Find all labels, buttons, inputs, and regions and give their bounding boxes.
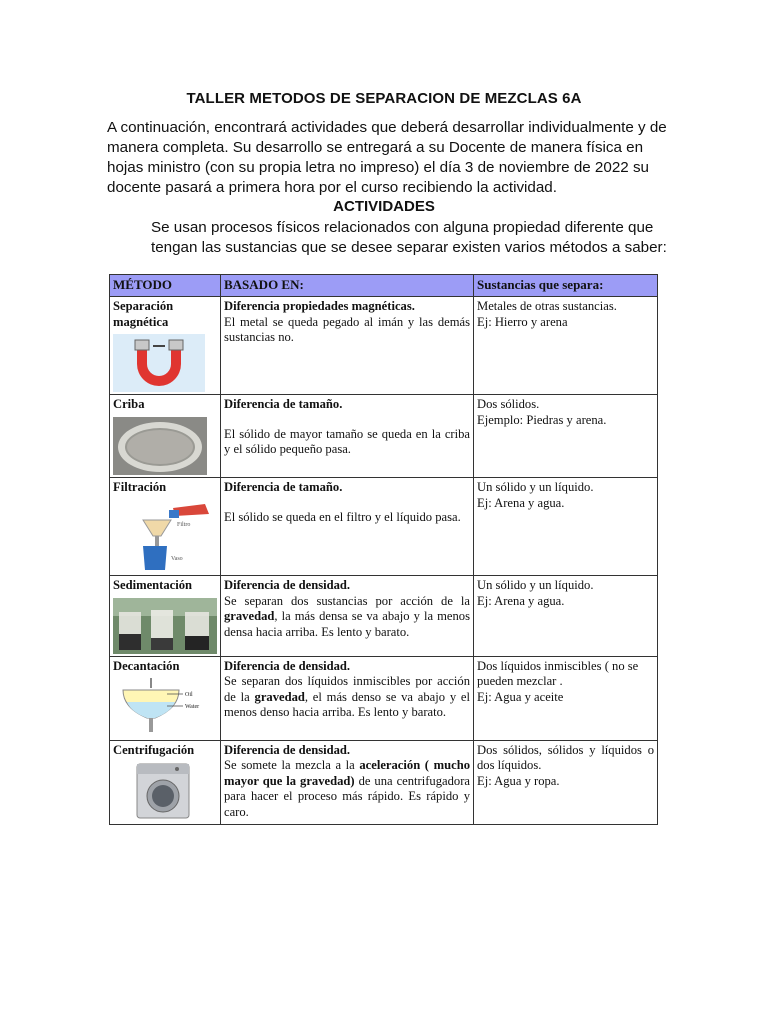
sieve-image (113, 417, 207, 475)
table-row (110, 395, 658, 478)
substances-text: Dos sólidos, sólidos y líquidos o dos líquidos. (477, 742, 654, 772)
substances-cell (474, 740, 658, 824)
substances-example: Ej: Arena y agua. (477, 495, 565, 510)
table-row (110, 740, 658, 824)
header-substances: Sustancias que separa: (474, 275, 658, 297)
basis-cell (221, 656, 474, 740)
basis-title: Diferencia de densidad. (224, 658, 351, 673)
substances-example: Ejemplo: Piedras y arena. (477, 412, 607, 427)
table-row (110, 478, 658, 576)
washing-machine-image (113, 762, 205, 820)
method-name: Separación magnética (113, 299, 174, 329)
description-text: El sólido se queda en el filtro y el líquido pasa. (224, 509, 461, 524)
method-name: Centrifugación (113, 742, 195, 757)
substances-text: Un sólido y un líquido. (477, 480, 594, 494)
substances-cell (474, 478, 658, 576)
image-label: Water (185, 704, 200, 710)
description-text: , la más densa se va abajo y la menos densa hacia arriba. Es lento y barato. (224, 609, 470, 639)
substances-cell (474, 395, 658, 478)
document-title: TALLER METODOS DE SEPARACION DE MEZCLAS 6A (186, 90, 582, 107)
header-basis: BASADO EN: (221, 275, 474, 297)
basis-description (224, 594, 470, 641)
magnet-image (113, 334, 205, 392)
substances-cell (474, 656, 658, 740)
decanter-image (113, 678, 205, 736)
sedimentation-image (113, 598, 217, 654)
description-text: , el más denso se va abajo y el menos denso hacia arriba. Es lento y barato. (224, 689, 470, 719)
basis-description (224, 315, 470, 346)
basis-title: Diferencia de tamaño. (224, 397, 343, 411)
basis-description (224, 758, 470, 820)
substances-example: Ej: Agua y ropa. (477, 773, 560, 788)
activities-lead: Se usan procesos físicos relacionados con alguna propiedad diferente que tengan las sustancias que se desee separar existen varios métodos a saber: (151, 219, 667, 256)
description-text: Se separan dos sustancias por acción de la (224, 593, 470, 608)
method-cell (110, 576, 221, 657)
substances-text: Dos sólidos. (477, 397, 540, 411)
table-row (110, 297, 658, 395)
basis-title: Diferencia propiedades magnéticas. (224, 299, 415, 313)
basis-title: Diferencia de densidad. (224, 742, 351, 757)
header-method: MÉTODO (110, 275, 221, 297)
method-name: Filtración (113, 480, 167, 494)
substances-text: Dos líquidos inmiscibles ( no se pueden mezclar . (477, 658, 639, 688)
method-name: Sedimentación (113, 578, 193, 592)
description-bold: gravedad (254, 689, 305, 704)
substances-example: Ej: Hierro y arena (477, 314, 568, 329)
method-cell (110, 740, 221, 824)
substances-example: Ej: Arena y agua. (477, 593, 565, 608)
substances-cell (474, 297, 658, 395)
description-text: de una centrifugadora para hacer el proceso más rápido. Es rápido y caro. (224, 773, 470, 819)
methods-table (109, 274, 658, 825)
basis-cell (221, 576, 474, 657)
basis-title: Diferencia de densidad. (224, 578, 351, 592)
substances-text: Metales de otras sustancias. (477, 299, 617, 313)
description-bold: gravedad (224, 609, 275, 623)
filtration-image (113, 500, 213, 572)
method-cell (110, 656, 221, 740)
method-cell (110, 297, 221, 395)
basis-description (224, 674, 470, 721)
method-name: Criba (113, 397, 145, 411)
image-label: Vaso (171, 555, 183, 562)
description-bold: aceleración ( mucho mayor que la gravedad) (224, 758, 471, 788)
method-cell (110, 395, 221, 478)
basis-description (224, 510, 470, 526)
basis-cell (221, 740, 474, 824)
basis-cell (221, 297, 474, 395)
method-name: Decantación (113, 658, 180, 673)
image-label: Filtro (177, 521, 191, 528)
basis-cell (221, 478, 474, 576)
description-text: El sólido de mayor tamaño se queda en la criba y el sólido pequeño pasa. (224, 426, 470, 456)
table-row (110, 576, 658, 657)
image-label: Oil (185, 692, 193, 698)
basis-cell (221, 395, 474, 478)
intro-paragraph: A continuación, encontrará actividades que deberá desarrollar individualmente y de manera completa. Su desarrollo se entregará a su Docente de manera física en hojas ministro (con su propia letra no impreso) el día 3 de noviembre de 2022 su docente pasará a primera hora por el curso recibiendo la actividad. (107, 119, 667, 196)
table-row (110, 656, 658, 740)
description-text: El metal se queda pegado al imán y las demás sustancias no. (224, 314, 470, 344)
basis-description (224, 427, 470, 458)
activities-heading: ACTIVIDADES (333, 198, 435, 215)
description-text: Se separan dos líquidos inmiscibles por acción de la (224, 674, 470, 704)
description-text: Se somete la mezcla a la (224, 758, 360, 772)
substances-text: Un sólido y un líquido. (477, 578, 594, 592)
substances-cell (474, 576, 658, 657)
basis-title: Diferencia de tamaño. (224, 480, 343, 494)
substances-example: Ej: Agua y aceite (477, 689, 564, 704)
method-cell (110, 478, 221, 576)
table-header-row (110, 275, 658, 297)
